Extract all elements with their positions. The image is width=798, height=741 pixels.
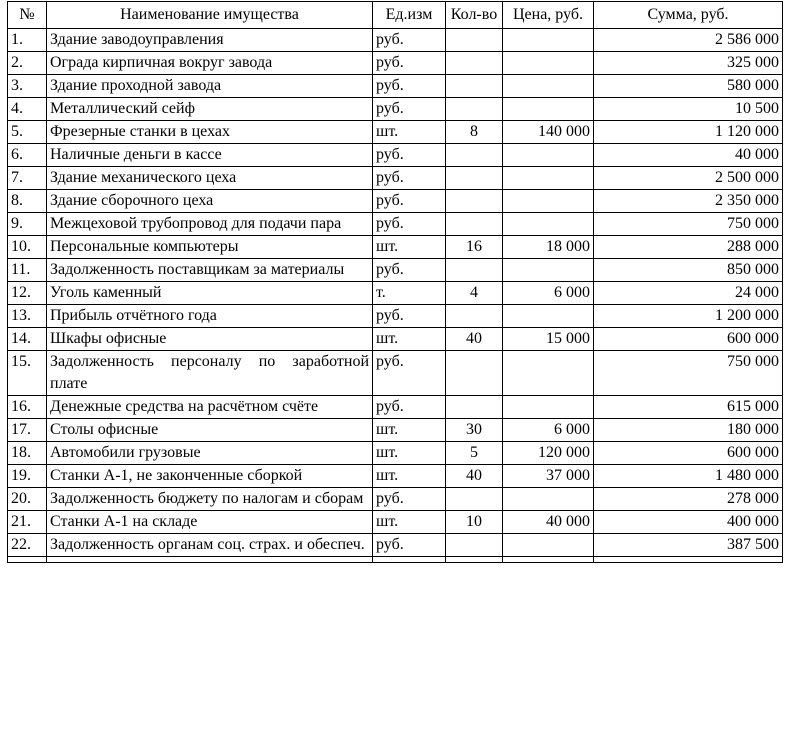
row-price: 120 000 (503, 442, 594, 465)
row-price (503, 29, 594, 52)
row-price: 40 000 (503, 511, 594, 534)
row-name: Ограда кирпичная вокруг завода (47, 52, 373, 75)
empty-cell (373, 557, 446, 563)
header-name: Наименование имущества (47, 2, 373, 29)
row-name: Металлический сейф (47, 98, 373, 121)
row-number: 5. (8, 121, 47, 144)
header-number: № (8, 2, 47, 29)
table-row-continuation (8, 557, 783, 563)
table-row (8, 167, 783, 190)
row-number: 12. (8, 282, 47, 305)
row-price (503, 144, 594, 167)
row-price: 140 000 (503, 121, 594, 144)
row-sum: 325 000 (594, 52, 783, 75)
row-quantity: 5 (446, 442, 503, 465)
row-unit: руб. (373, 29, 446, 52)
table-row (8, 75, 783, 98)
row-name: Задолженность бюджету по налогам и сборам (47, 488, 373, 511)
row-name: Уголь каменный (47, 282, 373, 305)
property-table (7, 1, 783, 563)
row-unit: руб. (373, 98, 446, 121)
table-row (8, 213, 783, 236)
header-quantity: Кол-во (446, 2, 503, 29)
row-name: Задолженность персоналу по заработной плате (47, 351, 373, 396)
table-header-row (8, 2, 783, 29)
table-row (8, 419, 783, 442)
row-name: Межцеховой трубопровод для подачи пара (47, 213, 373, 236)
row-name: Прибыль отчётного года (47, 305, 373, 328)
row-number: 9. (8, 213, 47, 236)
row-number: 14. (8, 328, 47, 351)
row-sum: 24 000 (594, 282, 783, 305)
row-sum: 750 000 (594, 213, 783, 236)
row-number: 20. (8, 488, 47, 511)
row-unit: т. (373, 282, 446, 305)
row-unit: руб. (373, 213, 446, 236)
table-row (8, 144, 783, 167)
empty-cell (446, 557, 503, 563)
row-number: 1. (8, 29, 47, 52)
row-sum: 180 000 (594, 419, 783, 442)
row-price (503, 534, 594, 557)
table-row (8, 511, 783, 534)
row-quantity (446, 534, 503, 557)
row-price: 6 000 (503, 419, 594, 442)
empty-cell (503, 557, 594, 563)
row-price (503, 213, 594, 236)
table-row (8, 29, 783, 52)
table-row (8, 534, 783, 557)
table-row (8, 396, 783, 419)
row-number: 13. (8, 305, 47, 328)
empty-cell (47, 557, 373, 563)
row-number: 8. (8, 190, 47, 213)
table-row (8, 190, 783, 213)
row-quantity (446, 190, 503, 213)
row-quantity (446, 305, 503, 328)
empty-cell (594, 557, 783, 563)
row-number: 16. (8, 396, 47, 419)
row-unit: руб. (373, 75, 446, 98)
row-quantity (446, 144, 503, 167)
row-price (503, 305, 594, 328)
row-sum: 1 120 000 (594, 121, 783, 144)
header-sum: Сумма, руб. (594, 2, 783, 29)
row-unit: руб. (373, 351, 446, 396)
row-unit: руб. (373, 259, 446, 282)
table-row (8, 98, 783, 121)
row-quantity (446, 396, 503, 419)
row-unit: руб. (373, 396, 446, 419)
table-row (8, 488, 783, 511)
table-row (8, 282, 783, 305)
row-sum: 387 500 (594, 534, 783, 557)
row-sum: 2 350 000 (594, 190, 783, 213)
row-name: Персональные компьютеры (47, 236, 373, 259)
row-quantity: 10 (446, 511, 503, 534)
row-price (503, 351, 594, 396)
row-sum: 600 000 (594, 442, 783, 465)
row-quantity (446, 259, 503, 282)
row-quantity (446, 167, 503, 190)
row-number: 6. (8, 144, 47, 167)
row-name: Шкафы офисные (47, 328, 373, 351)
row-unit: руб. (373, 488, 446, 511)
row-number: 15. (8, 351, 47, 396)
table-row (8, 351, 783, 396)
row-name: Станки А-1 на складе (47, 511, 373, 534)
row-quantity (446, 29, 503, 52)
row-number: 3. (8, 75, 47, 98)
row-price (503, 396, 594, 419)
row-unit: руб. (373, 52, 446, 75)
row-quantity (446, 213, 503, 236)
table-row (8, 328, 783, 351)
row-number: 21. (8, 511, 47, 534)
row-unit: шт. (373, 511, 446, 534)
row-sum: 278 000 (594, 488, 783, 511)
row-sum: 2 586 000 (594, 29, 783, 52)
row-quantity: 40 (446, 465, 503, 488)
row-sum: 1 480 000 (594, 465, 783, 488)
row-name: Автомобили грузовые (47, 442, 373, 465)
table-row (8, 442, 783, 465)
table-row (8, 259, 783, 282)
row-sum: 580 000 (594, 75, 783, 98)
table-row (8, 52, 783, 75)
row-quantity (446, 52, 503, 75)
row-sum: 850 000 (594, 259, 783, 282)
row-number: 11. (8, 259, 47, 282)
row-price (503, 259, 594, 282)
row-sum: 288 000 (594, 236, 783, 259)
row-unit: руб. (373, 305, 446, 328)
row-number: 17. (8, 419, 47, 442)
row-sum: 40 000 (594, 144, 783, 167)
row-quantity: 8 (446, 121, 503, 144)
header-unit: Ед.изм (373, 2, 446, 29)
row-unit: шт. (373, 465, 446, 488)
table-row (8, 305, 783, 328)
row-unit: шт. (373, 419, 446, 442)
row-number: 4. (8, 98, 47, 121)
row-price (503, 52, 594, 75)
row-name: Задолженность органам соц. страх. и обеспеч. (47, 534, 373, 557)
row-name: Фрезерные станки в цехах (47, 121, 373, 144)
row-price: 37 000 (503, 465, 594, 488)
row-name: Наличные деньги в кассе (47, 144, 373, 167)
table-row (8, 121, 783, 144)
row-quantity: 4 (446, 282, 503, 305)
row-quantity: 40 (446, 328, 503, 351)
row-sum: 750 000 (594, 351, 783, 396)
row-number: 2. (8, 52, 47, 75)
row-quantity (446, 351, 503, 396)
row-price: 15 000 (503, 328, 594, 351)
row-quantity: 30 (446, 419, 503, 442)
row-sum: 10 500 (594, 98, 783, 121)
row-sum: 1 200 000 (594, 305, 783, 328)
row-number: 22. (8, 534, 47, 557)
row-name: Здание механического цеха (47, 167, 373, 190)
row-sum: 615 000 (594, 396, 783, 419)
row-price (503, 167, 594, 190)
row-sum: 2 500 000 (594, 167, 783, 190)
row-unit: шт. (373, 121, 446, 144)
row-unit: шт. (373, 328, 446, 351)
row-price: 18 000 (503, 236, 594, 259)
row-name: Станки А-1, не законченные сборкой (47, 465, 373, 488)
row-number: 19. (8, 465, 47, 488)
row-name: Здание сборочного цеха (47, 190, 373, 213)
row-number: 10. (8, 236, 47, 259)
row-quantity: 16 (446, 236, 503, 259)
row-price (503, 488, 594, 511)
row-name: Задолженность поставщикам за материалы (47, 259, 373, 282)
row-name: Здание заводоуправления (47, 29, 373, 52)
row-sum: 400 000 (594, 511, 783, 534)
row-number: 7. (8, 167, 47, 190)
row-quantity (446, 75, 503, 98)
table-row (8, 465, 783, 488)
row-unit: руб. (373, 167, 446, 190)
header-price: Цена, руб. (503, 2, 594, 29)
row-quantity (446, 488, 503, 511)
row-price (503, 98, 594, 121)
row-price (503, 190, 594, 213)
row-price: 6 000 (503, 282, 594, 305)
row-sum: 600 000 (594, 328, 783, 351)
row-number: 18. (8, 442, 47, 465)
row-price (503, 75, 594, 98)
row-name: Столы офисные (47, 419, 373, 442)
row-name: Денежные средства на расчётном счёте (47, 396, 373, 419)
row-quantity (446, 98, 503, 121)
table-row (8, 236, 783, 259)
row-unit: руб. (373, 190, 446, 213)
row-unit: руб. (373, 144, 446, 167)
empty-cell (8, 557, 47, 563)
row-unit: шт. (373, 442, 446, 465)
row-unit: шт. (373, 236, 446, 259)
row-name: Здание проходной завода (47, 75, 373, 98)
row-unit: руб. (373, 534, 446, 557)
